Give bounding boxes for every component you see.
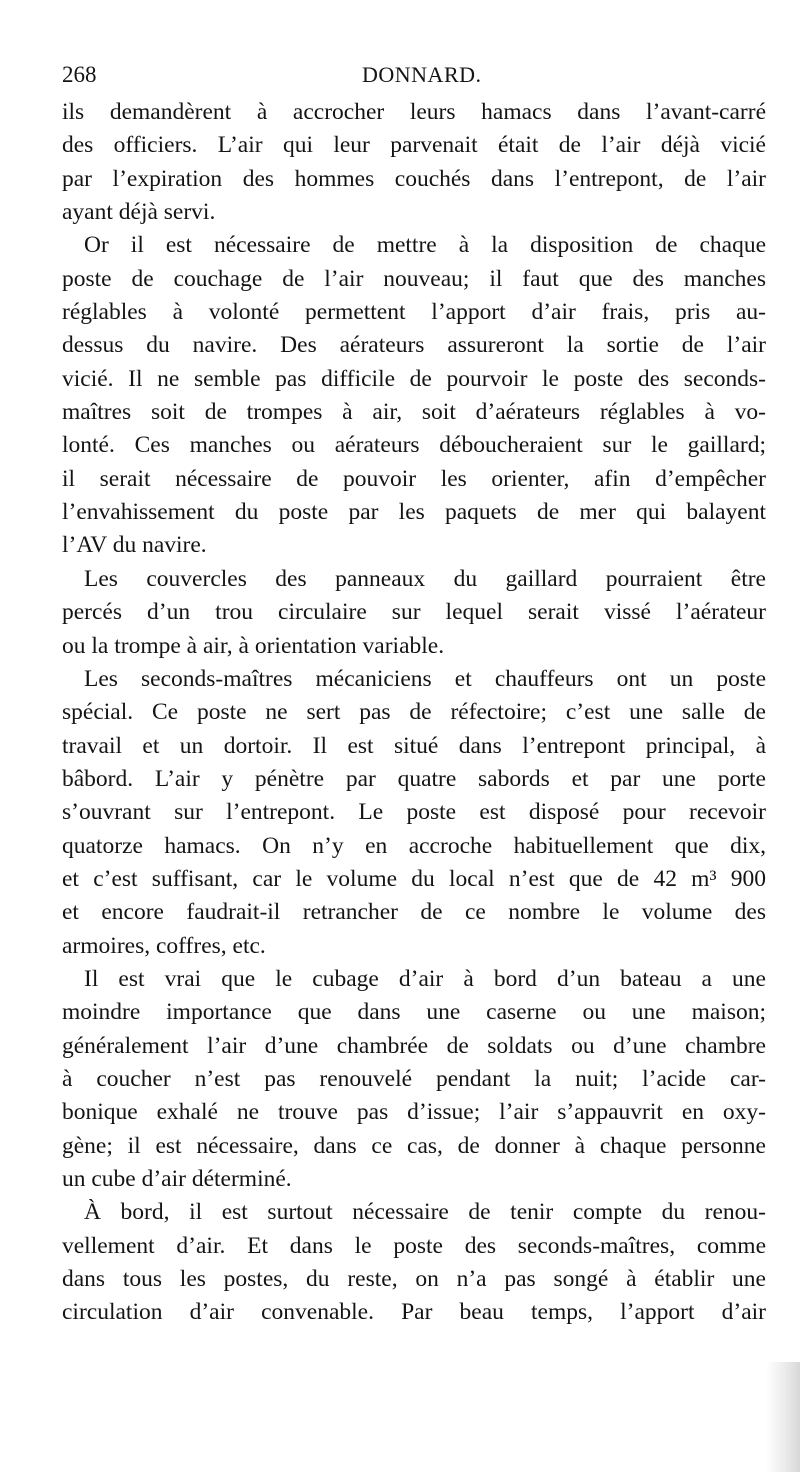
text-line: Or il est nécessaire de mettre à la disposition de chaque	[84, 232, 766, 259]
text-line: dessus du navire. Des aérateurs assureront la sortie de l’air	[62, 332, 766, 359]
text-line: Les couvercles des panneaux du gaillard pourraient être	[84, 565, 766, 592]
text-line: un cube d’air déterminé.	[62, 1166, 292, 1192]
text-line: à coucher n’est pas renouvelé pendant la nuit; l’acide car-	[62, 1065, 766, 1092]
text-line: quatorze hamacs. On n’y en accroche habituellement que dix,	[62, 832, 766, 859]
running-head: DONNARD.	[362, 62, 482, 87]
text-line: réglables à volonté permettent l’apport d’air frais, pris au-	[62, 299, 766, 326]
page-edge-shadow	[766, 1362, 800, 1472]
text-line: l’envahissement du poste par les paquets de mer qui balayent	[62, 499, 766, 526]
page-header	[62, 58, 762, 92]
text-line: poste de couchage de l’air nouveau; il faut que des manches	[62, 265, 766, 292]
text-line: moindre importance que dans une caserne ou une maison;	[62, 999, 766, 1026]
text-line: l’AV du navire.	[62, 532, 207, 559]
text-line: il serait nécessaire de pouvoir les orienter, afin d’empêcher	[62, 465, 766, 492]
text-line: vellement d’air. Et dans le poste des seconds-maîtres, comme	[62, 1232, 766, 1259]
text-line: s’ouvrant sur l’entrepont. Le poste est disposé pour recevoir	[62, 799, 766, 826]
text-line: Les seconds-maîtres mécaniciens et chauffeurs ont un poste	[84, 665, 766, 692]
text-line: travail et un dortoir. Il est situé dans l’entrepont principal, à	[62, 732, 766, 759]
text-line: maîtres soit de trompes à air, soit d’aérateurs réglables à vo-	[62, 399, 766, 426]
text-line: par l’expiration des hommes couchés dans l’entrepont, de l’air	[62, 165, 766, 192]
text-line: Il est vrai que le cubage d’air à bord d’un bateau a une	[84, 965, 766, 992]
text-line: lonté. Ces manches ou aérateurs déboucheraient sur le gaillard;	[62, 432, 766, 459]
text-line: dans tous les postes, du reste, on n’a pas songé à établir une	[62, 1266, 766, 1293]
text-line: et c’est suffisant, car le volume du local n’est que de 42 m³ 900	[62, 865, 766, 892]
text-line: spécial. Ce poste ne sert pas de réfectoire; c’est une salle de	[62, 699, 766, 726]
text-line: des officiers. L’air qui leur parvenait était de l’air déjà vicié	[62, 132, 766, 159]
text-line: armoires, coffres, etc.	[62, 932, 266, 959]
text-line: gène; il est nécessaire, dans ce cas, de donner à chaque personne	[62, 1132, 766, 1159]
page-number: 268	[62, 62, 97, 87]
text-line: ils demandèrent à accrocher leurs hamacs dans l’avant-carré	[62, 99, 766, 125]
text-line: vicié. Il ne semble pas difficile de pourvoir le poste des seconds-	[62, 365, 766, 392]
text-line: percés d’un trou circulaire sur lequel serait vissé l’aérateur	[62, 599, 766, 626]
text-line: À bord, il est surtout nécessaire de tenir compte du renou-	[84, 1199, 766, 1226]
body-text	[62, 96, 766, 1330]
text-line: bonique exhalé ne trouve pas d’issue; l’air s’appauvrit en oxy-	[62, 1099, 766, 1126]
text-line: ou la trompe à air, à orientation variable.	[62, 632, 445, 659]
text-line: ayant déjà servi.	[62, 199, 216, 226]
text-line: et encore faudrait-il retrancher de ce nombre le volume des	[62, 899, 766, 926]
text-line: circulation d’air convenable. Par beau temps, l’apport d’air	[62, 1299, 766, 1326]
text-line: généralement l’air d’une chambrée de soldats ou d’une chambre	[62, 1032, 766, 1059]
text-line: bâbord. L’air y pénètre par quatre sabords et par une porte	[62, 765, 766, 792]
